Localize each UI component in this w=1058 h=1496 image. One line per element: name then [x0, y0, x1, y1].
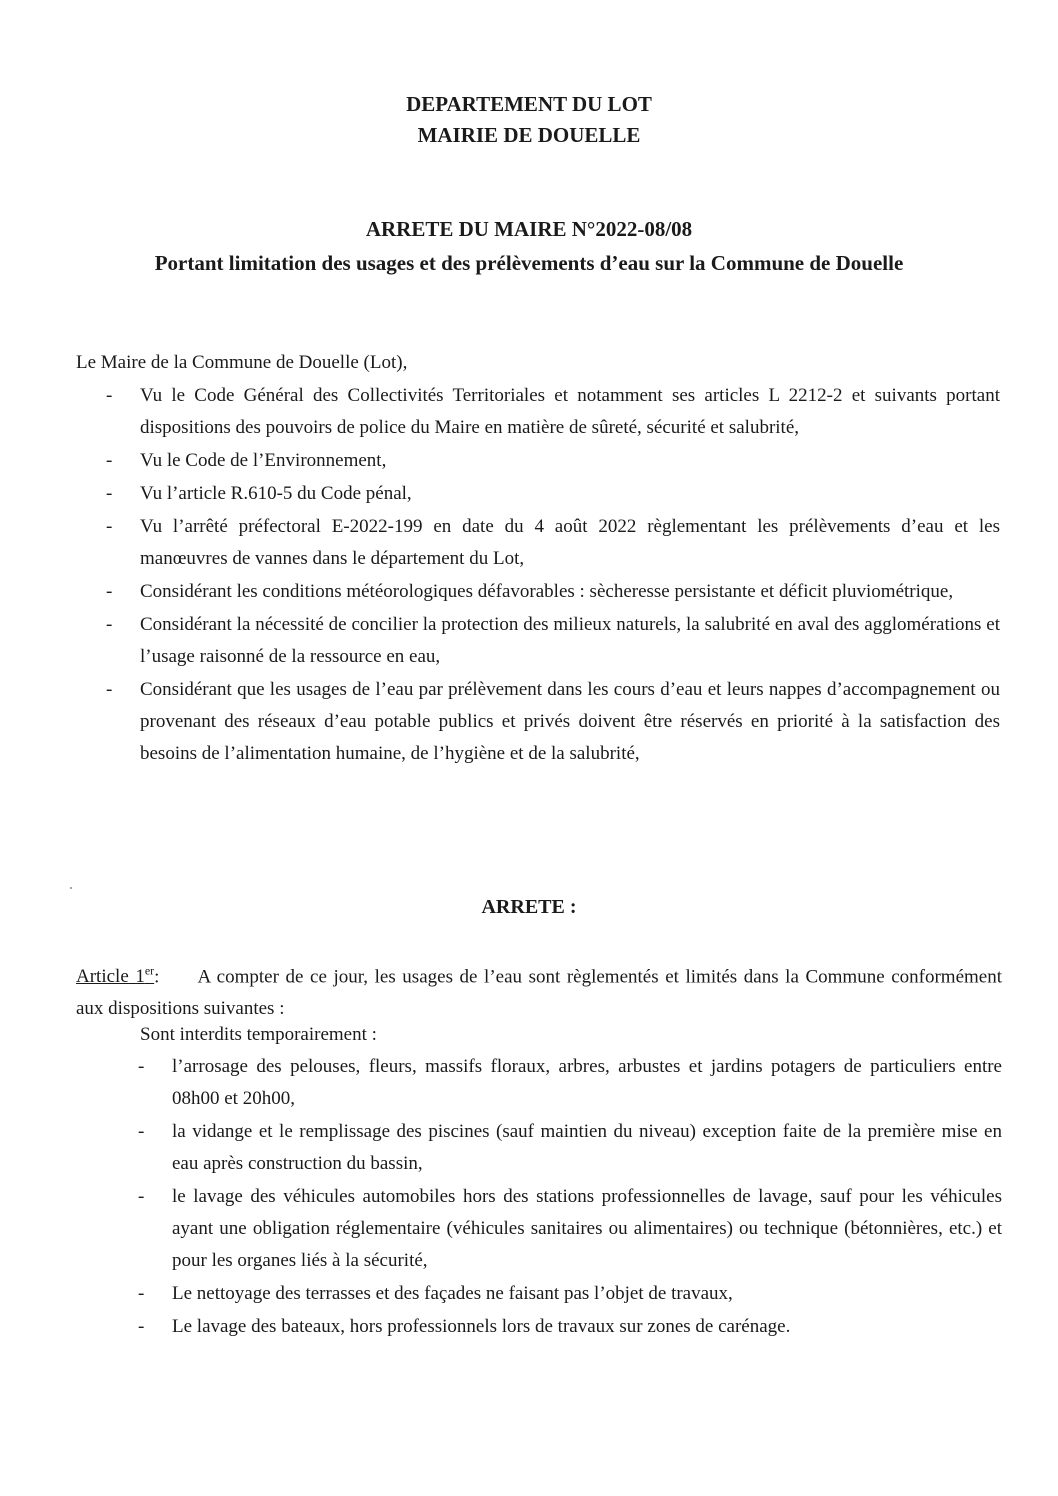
- list-item-text: Vu le Code de l’Environnement,: [140, 450, 387, 471]
- list-dash: -: [106, 516, 113, 537]
- list-dash: -: [138, 1283, 145, 1304]
- article-1-paragraph: Article 1er: A compter de ce jour, les usages de l’eau sont règlementés et limités dans la Commune conformément aux dispositions suivantes :: [76, 964, 1002, 1020]
- list-item: [138, 1051, 1002, 1115]
- list-item-text: Considérant que les usages de l’eau par prélèvement dans les cours d’eau et leurs nappes d’accompagnement ou provenant des réseaux d’eau potable publics et privés doivent être réservés en priorité à la satisfaction des besoins de l’alimentation humaine, de l’hygiène et de la salubrité,: [140, 679, 1000, 764]
- list-item: [106, 445, 1000, 477]
- list-dash: -: [106, 679, 113, 700]
- list-item: [106, 478, 1000, 510]
- list-item-text: Vu l’article R.610-5 du Code pénal,: [140, 483, 412, 504]
- list-item: [106, 609, 1000, 673]
- list-item-text: Vu l’arrêté préfectoral E-2022-199 en date du 4 août 2022 règlementant les prélèvements d’eau et les manœuvres de vannes dans le département du Lot,: [140, 516, 1000, 569]
- article-1-label: Article 1er: [76, 964, 155, 988]
- list-dash: -: [106, 483, 113, 504]
- interdits-list: [138, 1051, 1002, 1344]
- arrete-subject-title: Portant limitation des usages et des prélèvements d’eau sur la Commune de Douelle: [154, 251, 904, 275]
- list-item: [106, 380, 1000, 444]
- list-item: [138, 1181, 1002, 1277]
- list-dash: -: [106, 450, 113, 471]
- list-item: [106, 511, 1000, 575]
- article-1-text: A compter de ce jour, les usages de l’eau sont règlementés et limités dans la Commune conformément aux dispositions suivantes :: [76, 966, 1002, 1020]
- list-item-text: Vu le Code Général des Collectivités Territoriales et notamment ses articles L 2212-2 et suivants portant dispositions des pouvoirs de police du Maire en matière de sûreté, sécurité et salubrité,: [140, 385, 1000, 438]
- list-dash: -: [106, 385, 113, 406]
- arrete-section-heading: ARRETE :: [481, 896, 577, 918]
- list-item-text: le lavage des véhicules automobiles hors des stations professionnelles de lavage, sauf pour les véhicules ayant une obligation réglementaire (véhicules sanitaires ou alimentaires) ou technique (bétonnières, etc.) et pour les organes liés à la sécurité,: [172, 1186, 1002, 1271]
- list-item-text: la vidange et le remplissage des piscines (sauf maintien du niveau) exception faite de la première mise en eau après construction du bassin,: [172, 1121, 1002, 1174]
- list-dash: -: [106, 614, 113, 635]
- arrete-number-title: ARRETE DU MAIRE N°2022-08/08: [365, 217, 693, 241]
- list-dash: -: [138, 1056, 145, 1077]
- list-item: [106, 674, 1000, 770]
- mairie-heading: MAIRIE DE DOUELLE: [417, 123, 641, 147]
- list-dash: -: [106, 581, 113, 602]
- list-item-text: Le nettoyage des terrasses et des façades ne faisant pas l’objet de travaux,: [172, 1283, 733, 1304]
- list-item: [138, 1311, 1002, 1343]
- list-dash: -: [138, 1316, 145, 1337]
- considerants-list: [106, 380, 1000, 771]
- list-dash: -: [138, 1186, 145, 1207]
- list-item-text: Le lavage des bateaux, hors professionnels lors de travaux sur zones de carénage.: [172, 1316, 791, 1337]
- department-heading: DEPARTEMENT DU LOT: [406, 92, 652, 116]
- list-item: [106, 576, 1000, 608]
- list-dash: -: [138, 1121, 145, 1142]
- list-item: [138, 1116, 1002, 1180]
- list-item-text: Considérant les conditions météorologiques défavorables : sècheresse persistante et déficit pluviométrique,: [140, 581, 954, 602]
- intro-line: Le Maire de la Commune de Douelle (Lot),: [76, 352, 408, 373]
- scan-speck: [70, 887, 72, 889]
- list-item-text: l’arrosage des pelouses, fleurs, massifs floraux, arbres, arbustes et jardins potagers de particuliers entre 08h00 et 20h00,: [172, 1056, 1002, 1109]
- list-item-text: Considérant la nécessité de concilier la protection des milieux naturels, la salubrité en aval des agglomérations et l’usage raisonné de la ressource en eau,: [140, 614, 1000, 667]
- list-item: [138, 1278, 1002, 1310]
- interdits-intro: Sont interdits temporairement :: [140, 1024, 377, 1045]
